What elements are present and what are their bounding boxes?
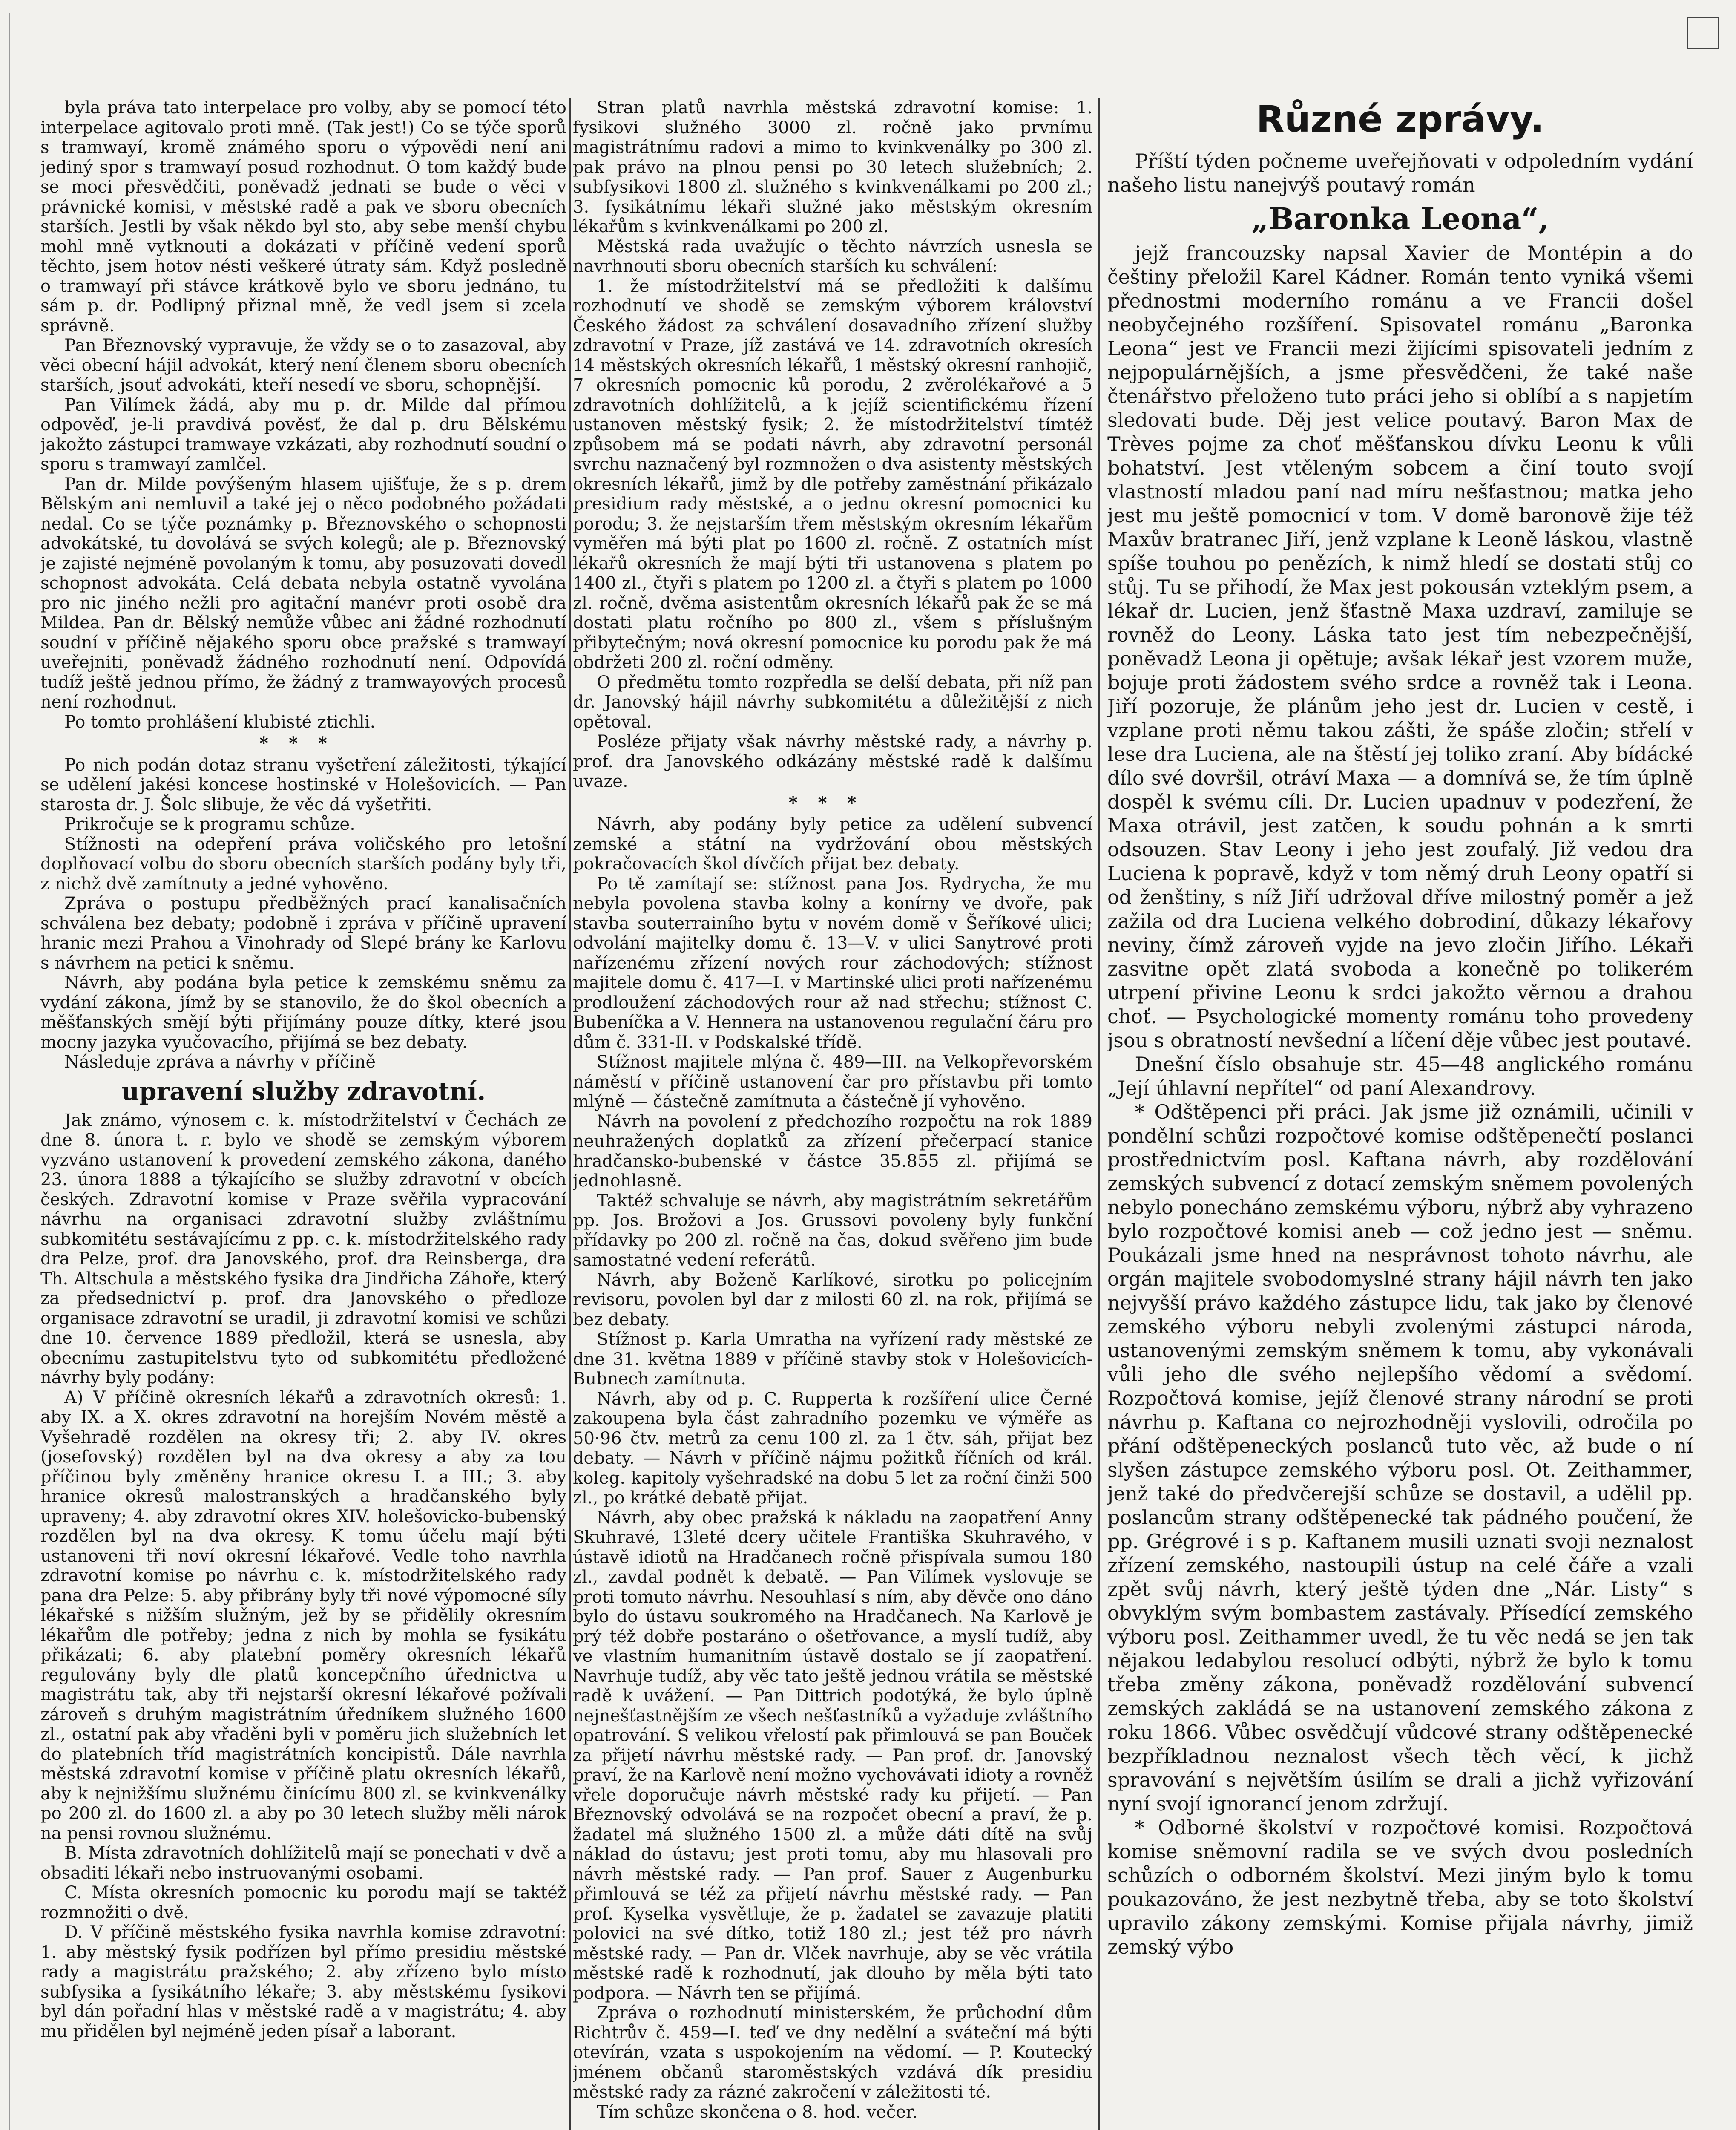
column-middle	[573, 98, 1092, 2130]
paragraph: Návrh, aby podány byly petice za udělení subvencí zemské a státní na vydržování obou městských pokračovacích škol dívčích přijat bez debaty.	[573, 815, 1092, 874]
paragraph: Městská rada uvažujíc o těchto návrzích usnesla se navrhnouti sboru obecních starších ku schválení:	[573, 236, 1092, 276]
rubric-heading: Různé zprávy.	[1256, 98, 1544, 141]
paragraph: D. V příčině městského fysika navrhla komise zdravotní: 1. aby městský fysik podřízen byl přímo presidiu městské rady a magistrátu pražského; 2. aby zřízeno bylo místo subfysika a fysikátního lékaře; 3. aby městskému fysikovi byl dán pořadní hlas v městské radě a v magistrátu; 4. aby mu přidělen byl nejméně jeden písař a laborant.	[40, 1923, 566, 2041]
paragraph: Tím schůze skončena o 8. hod. večer.	[597, 2102, 918, 2122]
paragraph: Návrh, aby podána byla petice k zemskému sněmu za vydání zákona, jímž by se stanovilo, že do škol obecních a měšťanských smějí býti přijímány pouze dítky, které jsou mocny jazyka vyučovacího, přijímá se bez debaty.	[40, 973, 566, 1052]
paragraph: Dnešní číslo obsahuje str. 45—48 anglického románu „Její úhlavní nepřítel“ od paní Alexandrovy.	[1107, 1053, 1693, 1100]
separator-stars: ***	[788, 792, 877, 813]
column-rule	[569, 98, 571, 2130]
paragraph: Jak známo, výnosem c. k. místodržitelství v Čechách ze dne 8. února t. r. bylo ve shodě se zemským výborem vyzváno ustanovení k provedení zemského zákona, daného 23. února 1888 a týkajícího se služby zdravotní v obcích českých. Zdravotní komise v Praze svěřila vypracování návrhu na organisaci zdravotní služby zvláštnímu subkomitétu sestávajícímu z pp. c. k. místodržitelského rady dra Pelze, prof. dra Janovského, prof. dra Reinsberga, dra Th. Altschula a městského fysika dra Jindřicha Záhoře, který za předsednictví p. prof. dra Janovského o předloze organisace zdravotní se uradil, ji zdravotní komisi ve schůzi dne 10. července 1889 předložil, která se usnesla, aby obecnímu zastupitelstvu tyto od subkomitétu předložené návrhy byly podány:	[40, 1110, 566, 1387]
paragraph: Návrh, aby od p. C. Rupperta k rozšíření ulice Černé zakoupena byla část zahradního pozemku ve výměře as 50·96 čtv. metrů za cenu 100 zl. za 1 čtv. sáh, přijat bez debaty. — Návrh v příčině nájmu požitků říčních od král. koleg. kapitoly vyšehradské na dobu 5 let za roční činži 500 zl., po krátké debatě přijat.	[573, 1389, 1092, 1508]
paragraph: Prikročuje se k programu schůze.	[64, 815, 355, 834]
paragraph: Zpráva o postupu předběžných prací kanalisačních schválena bez debaty; podobně i zpráva v příčině upravení hranic mezi Prahou a Vinohrady od Slepé brány ke Karlovu s návrhem na petici k sněmu.	[40, 894, 566, 973]
paragraph: * Odštěpenci při práci. Jak jsme již oznámili, učinili v pondělní schůzi rozpočtové komise odštěpenečtí poslanci prostřednictvím posl. Kaftana návrh, aby rozdělování zemských subvencí z dotací zemským sněmem povolených nebylo ponecháno zemskému výboru, nýbrž aby vyhrazeno bylo rozpočtové komisi aneb — což jedno jest — sněmu. Poukázali jsme hned na nesprávnost tohoto návrhu, ale orgán majitele svobodomyslné strany hájil návrh ten jako nejvyšší právo každého zástupce lidu, tak jako by členové zemského výboru nebyli zvolenými zástupci národa, ustanovenými zemským sněmem k tomu, aby vykonávali vůli jeho dle svého nejlepšího vědomí a svědomí. Rozpočtová komise, jejíž členové strany národní se proti návrhu p. Kaftana co nejrozhodněji vyslovili, odročila po přání odštěpeneckých poslanců tuto věc, až bude o ní slyšen zástupce zemského výboru posl. Ot. Zeithammer, jenž také do předvčerejší schůze se dostavil, a udělil pp. poslancům strany odštěpenecké tak pádného poučení, že pp. Grégrové i s p. Kaftanem musili uznati svoji neznalost zřízení zemského, nastoupili ústup na celé čáře a vzali zpět svůj návrh, který ještě týden dne „Nár. Listy“ s obvyklým svým bombastem zastávaly. Přísedící zemského výboru posl. Zeithammer uvedl, že tu věc nedá se jen tak nějakou ledabylou resolucí odbýti, nýbrž že bylo k tomu třeba změny zákona, poněvadž rozdělování subvencí zemských zakládá se na ustanovení zemského zákona z roku 1866. Vůbec osvědčují vůdcové strany odštěpenecké bezpříkladnou neznalost všech těch věcí, k jichž spravování s největším úsilím se drali a jichž vyřizování nyní svojí ignorancí jenom zdržují.	[1107, 1100, 1693, 1815]
paragraph: C. Místa okresních pomocnic ku porodu mají se taktéž rozmnožiti o dvě.	[40, 1883, 566, 1923]
paragraph: jejž francouzsky napsal Xavier de Montépin a do češtiny přeložil Karel Kádner. Román tento vyniká všemi přednostmi moderního románu a ve Francii došel neobyčejného rozšíření. Spisovatel románu „Baronka Leona“ jest ve Francii mezi žijícími spisovateli jedním z nejpopulárnějších, a jsme přesvědčeni, že také naše čtenářstvo přeloženo tuto práci jeho si oblíbí a s napjetím sledovati bude. Děj jest velice poutavý. Baron Max de Trèves pojme za choť měšťanskou dívku Leonu k vůli bohatství. Jest vtěleným sobcem a činí touto svojí vlastností mladou paní nad míru nešťastnou; matka jeho jest mu ještě pomocnicí v tom. V domě baronově žije též Maxův bratranec Jiří, jenž vzplane k Leoně láskou, vlastně spíše touhou po penězích, k nimž hledí se dostati stůj co stůj. Tu se přihodí, že Max jest pokousán vzteklým psem, a lékař dr. Lucien, jenž šťastně Maxa uzdraví, zamiluje se rovněž do Leony. Láska tato jest tím nebezpečnější, poněvadž Leona ji opětuje; avšak lékař jest vzorem muže, bojuje proti žádostem svého srdce a rovněž tak i Leona. Jiří pozoruje, že plánům jeho jest dr. Lucien v cestě, i vzplane proti němu takou zášti, že spáše zločin; střelí v lese dra Luciena, ale na štěstí jej toliko zraní. Aby bídácké dílo své dovršil, otráví Maxa — a domnívá se, že tím úplně dospěl k svému cíli. Dr. Lucien upadnuv v podezření, že Maxa otrávil, jest zatčen, k soudu pohnán a k smrti odsouzen. Stav Leony i jeho jest zoufalý. Již vedou dra Luciena k popravě, když v tom němý druh Leony opatří si od ženštiny, s níž Jiří udržoval dříve milostný poměr a jež zažila od dra Luciena velkého dobrodiní, důkazy lékařovy neviny, čímž zároveň vyjde na jevo zločin Jiřího. Lékaři zasvitne opět zlatá svoboda a konečně po tolikerém utrpení přivine Leonu k srdci jakožto věrnou a drahou choť. — Psychologické momenty románu toho provedeny jsou s obratností nevšední a líčení děje vůbec jest poutavé.	[1107, 242, 1693, 1052]
paragraph: Stížnost majitele mlýna č. 489—III. na Velkopřevorském náměstí v příčině ustanovení čar pro přístavbu při tomto mlýně — částečně zamítnuta a částečně jí vyhověno.	[573, 1052, 1092, 1111]
paragraph: Pan Březnovský vypravuje, že vždy se o to zasazoval, aby věci obecní hájil advokát, který není členem sboru obecních starších, jsouť advokáti, kteří nesedí ve sboru, schopnější.	[40, 336, 566, 395]
paragraph: Po tomto prohlášení klubisté ztichli.	[64, 712, 376, 732]
paragraph: Pan dr. Milde povýšeným hlasem ujišťuje, že s p. drem Bělským ani nemluvil a také jej o něco podobného požádati nedal. Co se týče poznámky p. Březnovského o schopnosti advokátské, tu dovolává se svých kolegů; ale p. Březnovský je zajisté nejméně povolaným k tomu, aby posuzovati dovedl schopnost advokáta. Celá debata nebyla ostatně vyvolána pro nic jiného nežli pro agitační manévr proti osobě dra Mildea. Pan dr. Bělský nemůže vůbec ani žádné rozhodnutí soudní v příčině nějakého sporu obce pražské s tramwayí uveřejniti, poněvadž žádného rozhodnutí není. Odpovídá tudíž ještě jednou přímo, že žádný z tramwayových procesů není rozhodnut.	[40, 474, 566, 712]
section-title: upravení služby zdravotní.	[121, 1077, 486, 1106]
paragraph: Stížnost p. Karla Umratha na vyřízení rady městské ze dne 31. května 1889 v příčině stavby stok v Holešovicích-Bubnech zamítnuta.	[573, 1330, 1092, 1389]
column-right	[1107, 98, 1693, 2130]
paragraph: Po tě zamítají se: stížnost pana Jos. Rydrycha, že mu nebyla povolena stavba kolny a konírny ve dvoře, pak stavba souterrainího bytu v novém domě v Šeříkové ulici; odvolání majitelky domu č. 13—V. v ulici Sanytrové proti nařízenému zřízení nových rour záchodových; stížnost majitele domu č. 417—I. v Martinské ulici proti nařízenému prodloužení záchodových rour až nad střechu; stížnost C. Bubeníčka a V. Hennera na ustanovenou regulační čáru pro dům č. 331-II. v Podskalské třídě.	[573, 874, 1092, 1052]
paragraph: Návrh, aby Boženě Karlíkové, sirotku po policejním revisoru, povolen byl dar z milosti 60 zl. na rok, přijímá se bez debaty.	[573, 1270, 1092, 1330]
column-rule	[1098, 98, 1100, 2130]
paragraph: Taktéž schvaluje se návrh, aby magistrátním sekretářům pp. Jos. Brožovi a Jos. Grussovi povoleny byly funkční přídavky po 200 zl. ročně na čas, dokud svěřeno jim bude samostatné vedení referátů.	[573, 1191, 1092, 1270]
paragraph: Následuje zpráva a návrhy v příčině	[64, 1052, 376, 1072]
paragraph: 1. že místodržitelství má se předložiti k dalšímu rozhodnutí ve shodě se zemským výborem království Českého žádost za schválení dosavadního zřízení služby zdravotní v Praze, jíž zastává ve 14. zdravotních okresích 14 městských okresních lékařů, 1 městský okresní ranhojič, 7 okresních pomocnic ků porodu, 2 zvěrolékařové a 5 zdravotních dohlížitelů, a k jejíž scientifickému řízení ustanoven městský fysik; 2. že místodržitelství tímtéž způsobem má se podati návrh, aby zdravotní personál svrchu naznačený byl rozmnožen o dva asistenty městských okresních lékařů, jimž by dle potřeby zaměstnání přikázalo presidium rady městské, a o jednu okresní pomocnici ku porodu; 3. že nejstarším třem městským okresním lékařům vyměřen má býti plat po 1600 zl. ročně. Z ostatních míst lékařů okresních že mají býti tři ustanovena s platem po 1400 zl., čtyři s platem po 1200 zl. a čtyři s platem po 1000 zl. ročně, dvěma asistentům okresních lékařů pak že se má dostati platu ročního po 800 zl., všem s příslušným přibytečným; nová okresní pomocnice ku porodu pak že má obdržeti 200 zl. roční odměny.	[573, 276, 1092, 672]
paragraph: byla práva tato interpelace pro volby, aby se pomocí této interpelace agitovalo proti mně. (Tak jest!) Co se týče sporů s tramwayí, kromě známého sporu o výpovědi není ani jediný spor s tramwayí posud rozhodnut. O tom každý bude se moci přesvědčiti, poněvadž jednati se bude o věci v právnické komisi, v městské radě a pak ve sboru obecních starších. Jestli by však někdo byl sto, aby sebe menší chybu mohl mně vytknouti a dokázati v příčině vedení sporů těchto, jsem hotov nésti veškeré útraty sám. Když posledně o tramwayí při stávce krátkově bylo ve sboru jednáno, tu sám p. dr. Podlipný přiznal mně, že vedl jsem si zcela správně.	[40, 98, 566, 336]
paragraph: Po nich podán dotaz stranu vyšetření záležitosti, týkající se udělení jakési koncese hostinské v Holešovicích. — Pan starosta dr. J. Šolc slibuje, že věc dá vyšetřiti.	[40, 755, 566, 815]
paragraph: Zpráva o rozhodnutí ministerském, že průchodní dům Richtrův č. 459—I. teď ve dny nedělní a sváteční má býti otevírán, vzata s uspokojením na vědomí. — P. Koutecký jménem občanů staroměstských vzdává dík presidiu městské rady za rázné zakročení v záležitosti té.	[573, 2003, 1092, 2102]
paragraph: Návrh na povolení z předchozího rozpočtu na rok 1889 neuhražených doplatků za zřízení přečerpací stanice hradčansko-bubenské v částce 35.855 zl. přijímá se jednohlasně.	[573, 1111, 1092, 1191]
paragraph: Posléze přijaty však návrhy městské rady, a návrhy p. prof. dra Janovského odkázány městské radě k dalšímu uvaze.	[573, 732, 1092, 791]
paragraph: B. Místa zdravotních dohlížitelů mají se ponechati v dvě a obsaditi lékaři nebo instruovanými osobami.	[40, 1843, 566, 1883]
corner-mark	[1687, 17, 1719, 49]
paragraph: * Odborné školství v rozpočtové komisi. Rozpočtová komise sněmovní radila se ve svých dvou posledních schůzích o odborném školství. Mezi jiným bylo k tomu poukazováno, že jest nezbytně třeba, aby se toto školství upravilo zákony zemskými. Komise přijala návrhy, jimiž zemský výbo	[1107, 1816, 1693, 1958]
paragraph: Příští týden počneme uveřejňovati v odpoledním vydání našeho listu nanejvýš poutavý román	[1107, 150, 1693, 196]
separator-stars: ***	[259, 733, 348, 753]
paragraph: Stran platů navrhla městská zdravotní komise: 1. fysikovi služného 3000 zl. ročně jako prvnímu magistrátnímu radovi a mimo to kvinkvenálky po 300 zl. pak právo na plnou pensi po 30 letech služebních; 2. subfysikovi 1800 zl. služného s kvinkvenálkami po 200 zl.; 3. fysikátnímu lékaři služné jako městským okresním lékařům s kvinkvenálkami po 200 zl.	[573, 98, 1092, 236]
paragraph: O předmětu tomto rozpředla se delší debata, při níž pan dr. Janovský hájil návrhy subkomitétu a důležitější z nich opětoval.	[573, 672, 1092, 732]
paragraph: Stížnosti na odepření práva voličského pro letošní doplňovací volbu do sboru obecních starších podány byly tři, z nichž dvě zamítnuty a jedné vyhověno.	[40, 834, 566, 894]
novel-title: „Baronka Leona“,	[1251, 201, 1549, 236]
paragraph: Pan Vilímek žádá, aby mu p. dr. Milde dal přímou odpověď, je-li pravdivá pověsť, že dal p. dru Bělskému jakožto zástupci tramwaye vzkázati, aby rozhodnutí soudní o sporu s tramwayí zamlčel.	[40, 395, 566, 474]
column-left	[40, 98, 566, 2130]
paragraph: Návrh, aby obec pražská k nákladu na zaopatření Anny Skuhravé, 13leté dcery učitele Františka Skuhravého, v ústavě idiotů na Hradčanech ročně přispívala sumou 180 zl., zavdal podnět k debatě. — Pan Vilímek vyslovuje se proti tomuto návrhu. Nesouhlasí s ním, aby děvče ono dáno bylo do ústavu soukromého na Hradčanech. Na Karlově je prý též dobře postaráno o ošetřovance, a myslí tudíž, aby ve vlastním humanitním ústavě dostalo se jí zaopatření. Navrhuje tudíž, aby věc tato ještě jednou vrátila se městské radě k uvážení. — Pan Dittrich podotýká, že bylo úplně nejnešťastnějším ze všech nešťastníků a vyžaduje zvláštního opatrování. S velikou vřelostí pak přimlouvá se pan Bouček za přijetí návrhu městské rady. — Pan prof. dr. Janovský praví, že na Karlově není možno vychovávati idioty a rovněž vřele doporučuje návrh městské rady ku přijetí. — Pan Březnovský odvolává se na rozpočet obecní a praví, že p. žadatel má služného 1500 zl. a může dáti dítě na svůj náklad do ústavu; jest proti tomu, aby mu hlasovali pro návrh městské rady. — Pan prof. Sauer z Augenburku přimlouvá se též za přijetí návrhu městské rady. — Pan prof. Kyselka vysvětluje, že p. žadatel se zavazuje platiti polovici na své dítko, totiž 180 zl.; jest též pro návrh městské rady. — Pan dr. Vlček navrhuje, aby se věc vrátila městské radě k rozhodnutí, jak dlouho by měla býti tato podpora. — Návrh ten se přijímá.	[573, 1508, 1092, 2003]
page-edge	[9, 13, 10, 2130]
paragraph: A) V příčině okresních lékařů a zdravotních okresů: 1. aby IX. a X. okres zdravotní na horejším Novém městě a Vyšehradě rozdělen na okresy tři; 2. aby IV. okres (josefovský) rozdělen byl na dva okresy a aby za tou příčinou byly změněny hranice okresu I. a III.; 3. aby hranice okresů malostranských a hradčanského byly upraveny; 4. aby zdravotní okres XIV. holešovicko-bubenský rozdělen byl na dva okresy. K tomu účelu mají býti ustanoveni tři noví okresní lékařové. Vedle toho navrhla zdravotní komise po návrhu c. k. místodržitelského rady pana dra Pelze: 5. aby přibrány byly tři nové výpomocné síly lékařské s nižším služným, jež by se přidělily okresním lékařům dle potřeby; jedna z nich by mohla se fysikátu přikázati; 6. aby platební poměry okresních lékařů regulovány byly dle platů koncepčního úřednictva u magistrátu tak, aby tři nejstarší okresní lékařové požívali zároveň s druhým magistrátním úředníkem služného 1600 zl., ostatní pak aby vřaděni byli v poměru jich služebních let do platebních tříd magistrátních koncipistů. Dále navrhla městská zdravotní komise v příčině platu okresních lékařů, aby k nejnižšímu služnému činícímu 800 zl. se kvinkvenálky po 200 zl. do 1600 zl. a aby po 30 letech služby měli nárok na pensi rovnou služnému.	[40, 1387, 566, 1843]
